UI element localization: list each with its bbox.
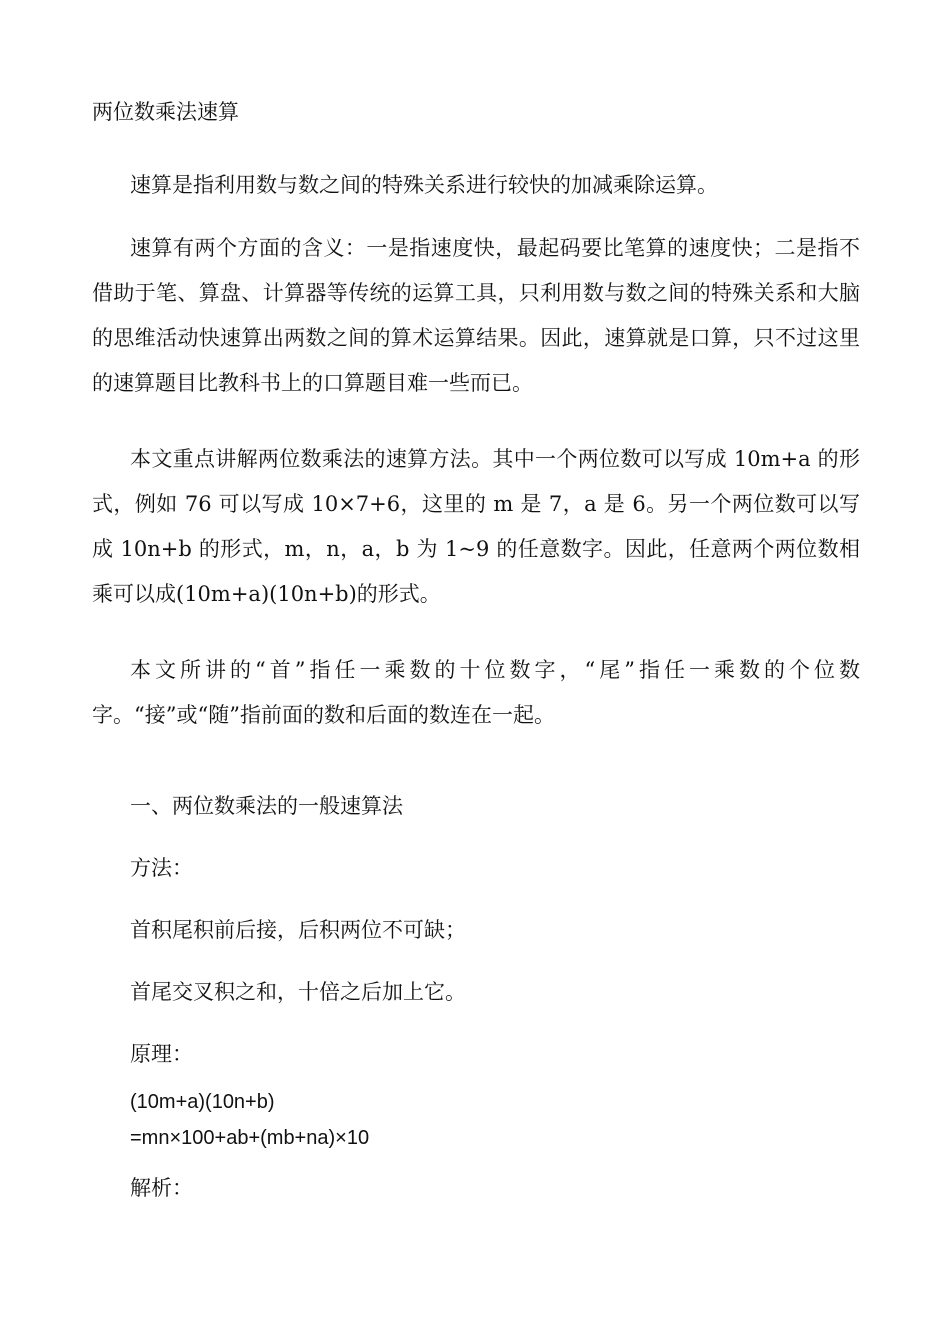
paragraph-form: 本文重点讲解两位数乘法的速算方法。其中一个两位数可以写成 10m+a 的形式，例如 76 可以写成 10×7+6，这里的 m 是 7，a 是 6。另一个两位数可以写成 10n+b 的形式，m，n，a，b 为 1~9 的任意数字。因此，任意两个两位数相乘可以成(10m+a)(10n+b)的形式。	[92, 447, 860, 606]
method-label: 方法：	[130, 856, 193, 880]
principle-label: 原理：	[130, 1042, 193, 1066]
paragraph-terms: 本文所讲的“首”指任一乘数的十位数字，“尾”指任一乘数的个位数字。“接”或“随”指前面的数和后面的数连在一起。	[92, 658, 860, 727]
rule-line-2: 首尾交叉积之和，十倍之后加上它。	[130, 980, 466, 1004]
paragraph-definition: 速算是指利用数与数之间的特殊关系进行较快的加减乘除运算。	[130, 173, 718, 197]
section-heading: 一、两位数乘法的一般速算法	[130, 794, 403, 818]
formula-line-2: =mn×100+ab+(mb+na)×10	[130, 1127, 370, 1149]
rule-line-1: 首积尾积前后接，后积两位不可缺；	[130, 918, 466, 942]
analysis-label: 解析：	[130, 1176, 193, 1200]
formula-line-1: (10m+a)(10n+b)	[130, 1091, 275, 1113]
document-title: 两位数乘法速算	[92, 100, 239, 124]
paragraph-meaning: 速算有两个方面的含义：一是指速度快，最起码要比笔算的速度快；二是指不借助于笔、算盘、计算器等传统的运算工具，只利用数与数之间的特殊关系和大脑的思维活动快速算出两数之间的算术运算结果。因此，速算就是口算，只不过这里的速算题目比教科书上的口算题目难一些而已。	[92, 236, 860, 395]
